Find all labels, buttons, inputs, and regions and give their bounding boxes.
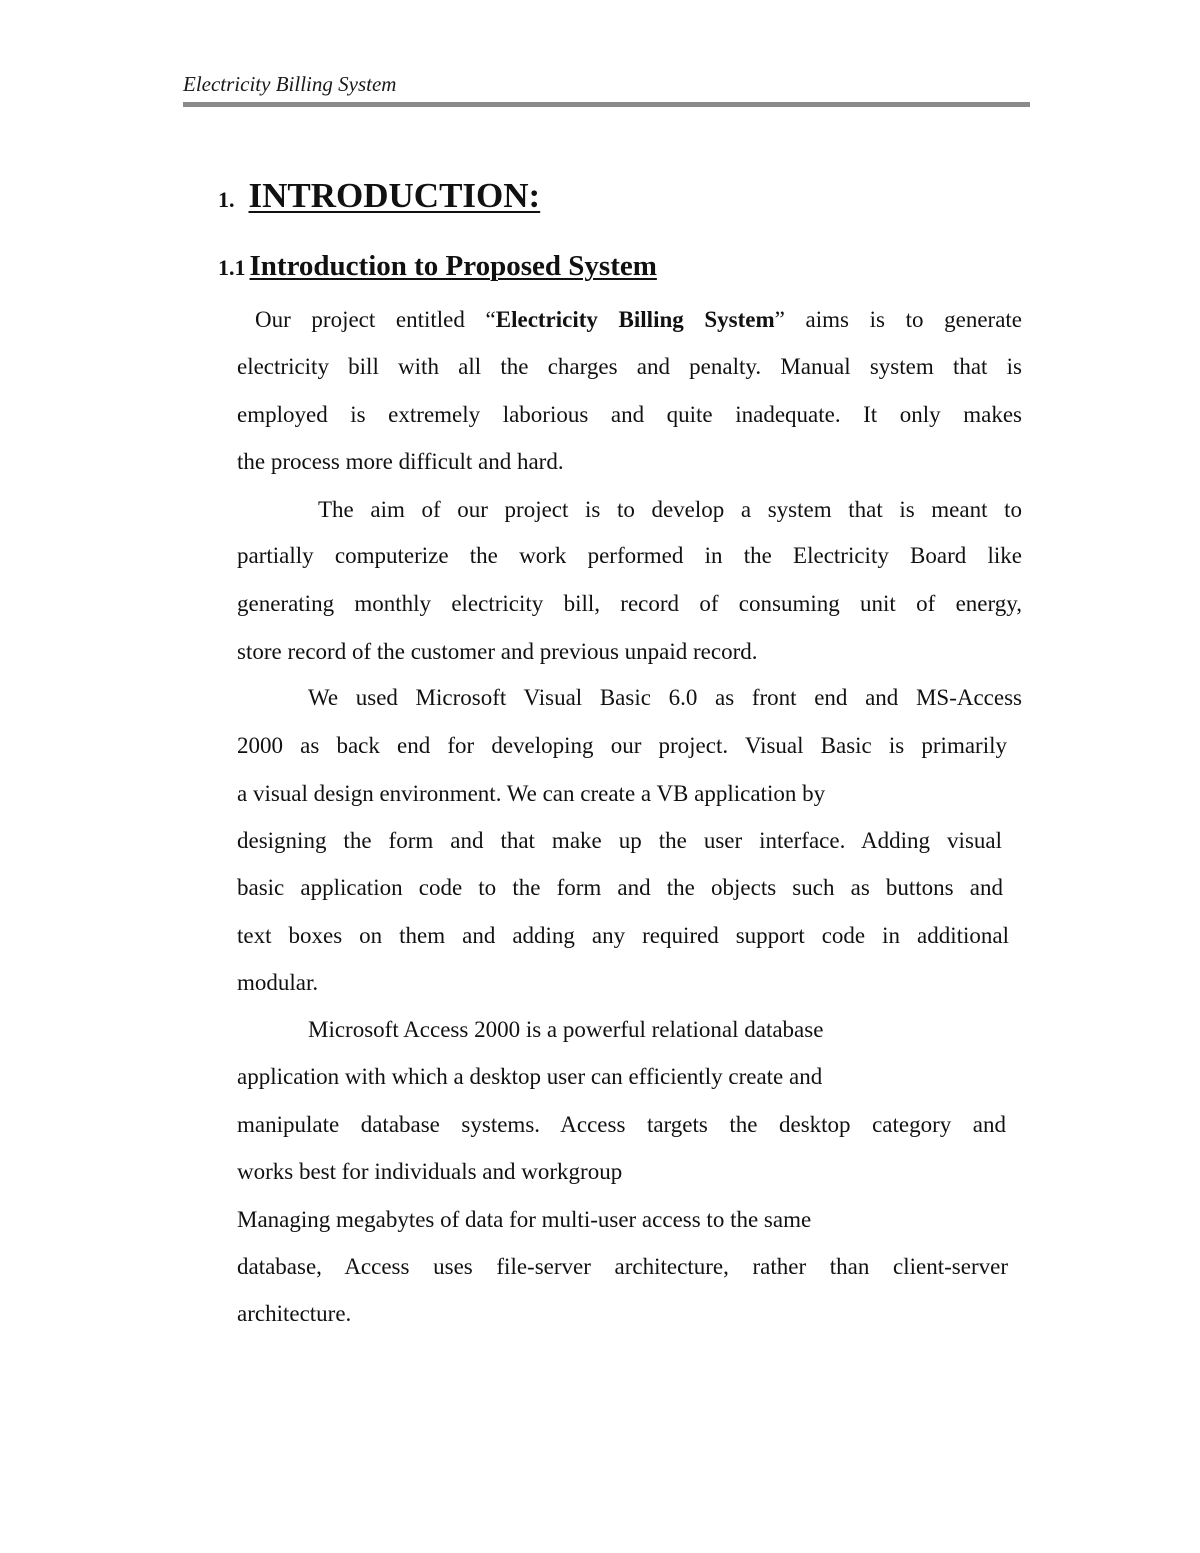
- header-rule: [183, 102, 1030, 107]
- paragraph4-line1: Microsoft Access 2000 is a powerful relational database: [308, 1017, 824, 1042]
- paragraph5-line1: Managing megabytes of data for multi-user access to the same: [237, 1207, 812, 1232]
- paragraph5-line3: architecture.: [237, 1301, 352, 1326]
- subsection-heading: [218, 250, 657, 283]
- paragraph4-line2: application with which a desktop user can efficiently create and: [237, 1064, 823, 1089]
- paragraph2-line4: store record of the customer and previous unpaid record.: [237, 639, 758, 664]
- paragraph1-line4: the process more difficult and hard.: [237, 449, 564, 474]
- paragraph3-line7: modular.: [237, 970, 319, 995]
- running-header: Electricity Billing System: [183, 72, 397, 96]
- subsection-number: 1.1: [218, 255, 246, 280]
- section-number: 1.: [218, 187, 235, 212]
- paragraph4-line4: works best for individuals and workgroup: [237, 1159, 623, 1184]
- paragraph3-line6: text boxes on them and adding any required support code in additional: [237, 923, 1009, 948]
- paragraph3-line3: a visual design environment. We can create a VB application by: [237, 781, 826, 806]
- paragraph1-line1-end: ” aims is to generate: [774, 307, 1023, 332]
- paragraph4-line3: manipulate database systems. Access targets the desktop category and: [237, 1112, 1006, 1137]
- paragraph3-line4: designing the form and that make up the user interface. Adding visual: [237, 828, 1002, 853]
- paragraph2-line1: The aim of our project is to develop a system that is meant to: [318, 497, 1022, 522]
- paragraph2-line2: partially computerize the work performed in the Electricity Board like: [237, 543, 1022, 568]
- paragraph3-line5: basic application code to the form and the objects such as buttons and: [237, 875, 1003, 900]
- section-heading: [218, 176, 540, 216]
- paragraph5-line2: database, Access uses file-server architecture, rather than client-server: [237, 1254, 1008, 1279]
- paragraph1-line1: [255, 306, 1022, 334]
- paragraph1-line1-start: Our project entitled “: [255, 307, 496, 332]
- paragraph3-line1: We used Microsoft Visual Basic 6.0 as front end and MS-Access: [308, 685, 1022, 710]
- project-name-bold: Electricity Billing System: [495, 307, 775, 332]
- subsection-title: Introduction to Proposed System: [249, 250, 657, 282]
- paragraph3-line2: 2000 as back end for developing our project. Visual Basic is primarily: [237, 733, 1007, 758]
- paragraph1-line2: electricity bill with all the charges and penalty. Manual system that is: [237, 354, 1022, 379]
- paragraph1-line3: employed is extremely laborious and quite inadequate. It only makes: [237, 402, 1022, 427]
- paragraph2-line3: generating monthly electricity bill, record of consuming unit of energy,: [237, 591, 1022, 616]
- section-title: INTRODUCTION:: [248, 176, 541, 215]
